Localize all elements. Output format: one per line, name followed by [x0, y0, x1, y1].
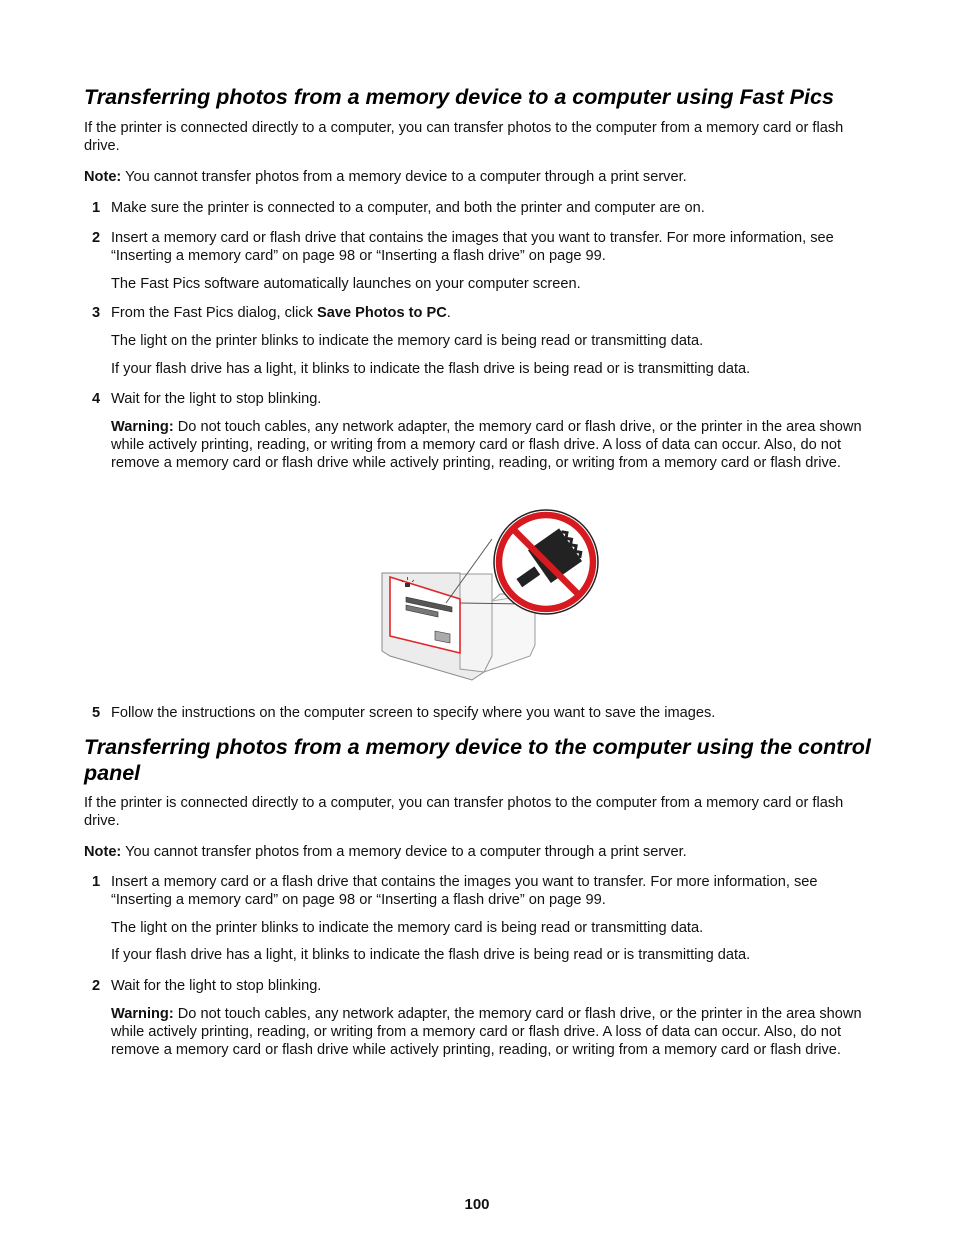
section-heading-fast-pics: Transferring photos from a memory device to a computer using Fast Pics: [84, 85, 834, 109]
heading-line-1: Transferring photos from a memory device to the computer using the control: [84, 735, 871, 759]
step-text-post: .: [446, 305, 451, 321]
note-text: You cannot transfer photos from a memory device to a computer through a print server.: [121, 169, 687, 185]
note: [84, 843, 879, 861]
warning-text: Do not touch cables, any network adapter, the memory card or flash drive, or the printer in the area shown while actively printing, reading, or writing from a memory card or flash drive. A loss of data can occur. Also, do not remove a memory card or flash drive while actively printing, reading, or writing from a memory card or flash drive.: [111, 419, 862, 471]
note-text: You cannot transfer photos from a memory device to a computer through a print server.: [121, 844, 687, 860]
save-photos-label: Save Photos to PC: [317, 305, 447, 321]
step-text: Insert a memory card or flash drive that contains the images that you want to transfer. For more information, see “Inserting a memory card” on page 98 or “Inserting a flash drive” on page 99.: [111, 230, 834, 264]
step-text: Wait for the light to stop blinking.: [111, 978, 322, 994]
warning-label: Warning:: [111, 1006, 174, 1022]
step-text: [111, 304, 879, 322]
warning: [111, 1005, 879, 1059]
step-number: 1: [92, 874, 101, 890]
step-number: 4: [92, 391, 101, 407]
warning: [111, 418, 879, 472]
step-subtext: If your flash drive has a light, it blinks to indicate the flash drive is being read or is transmitting data.: [111, 947, 751, 963]
note-label: Note:: [84, 844, 122, 860]
step-number: 2: [92, 230, 101, 246]
step-number: 2: [92, 978, 101, 994]
step-text-pre: From the Fast Pics dialog, click: [111, 305, 317, 321]
step-text: Follow the instructions on the computer screen to specify where you want to save the images.: [111, 705, 716, 721]
step-subtext: The light on the printer blinks to indicate the memory card is being read or transmitting data.: [111, 920, 704, 936]
section-heading-control-panel: [84, 734, 884, 786]
step-subtext: The Fast Pics software automatically launches on your computer screen.: [111, 276, 581, 292]
warning-text: Do not touch cables, any network adapter, the memory card or flash drive, or the printer in the area shown while actively printing, reading, or writing from a memory card or flash drive. A loss of data can occur. Also, do not remove a memory card or flash drive while actively printing, reading, or writing from a memory card or flash drive.: [111, 1006, 862, 1058]
note-label: Note:: [84, 169, 122, 185]
step-subtext: The light on the printer blinks to indicate the memory card is being read or transmitting data.: [111, 333, 704, 349]
step-text: Make sure the printer is connected to a computer, and both the printer and computer are on.: [111, 200, 705, 216]
step-number: 1: [92, 200, 101, 216]
section-intro: If the printer is connected directly to a computer, you can transfer photos to the computer from a memory card or flash drive.: [84, 795, 844, 829]
step-subtext: If your flash drive has a light, it blinks to indicate the flash drive is being read or is transmitting data.: [111, 361, 751, 377]
step-number: 3: [92, 305, 101, 321]
note: [84, 168, 879, 186]
step-text: Insert a memory card or a flash drive that contains the images you want to transfer. For more information, see “Inserting a memory card” on page 98 or “Inserting a flash drive” on page 99.: [111, 874, 818, 908]
step-number: 5: [92, 705, 101, 721]
heading-line-2: panel: [84, 761, 141, 785]
do-not-touch-illustration: [380, 506, 604, 682]
page-number: 100: [464, 1196, 490, 1213]
section-intro: If the printer is connected directly to a computer, you can transfer photos to the computer from a memory card or flash drive.: [84, 120, 844, 154]
warning-label: Warning:: [111, 419, 174, 435]
prohibition-sign-icon: [494, 510, 598, 614]
step-text: Wait for the light to stop blinking.: [111, 391, 322, 407]
printer-warning-graphic: [380, 506, 604, 682]
